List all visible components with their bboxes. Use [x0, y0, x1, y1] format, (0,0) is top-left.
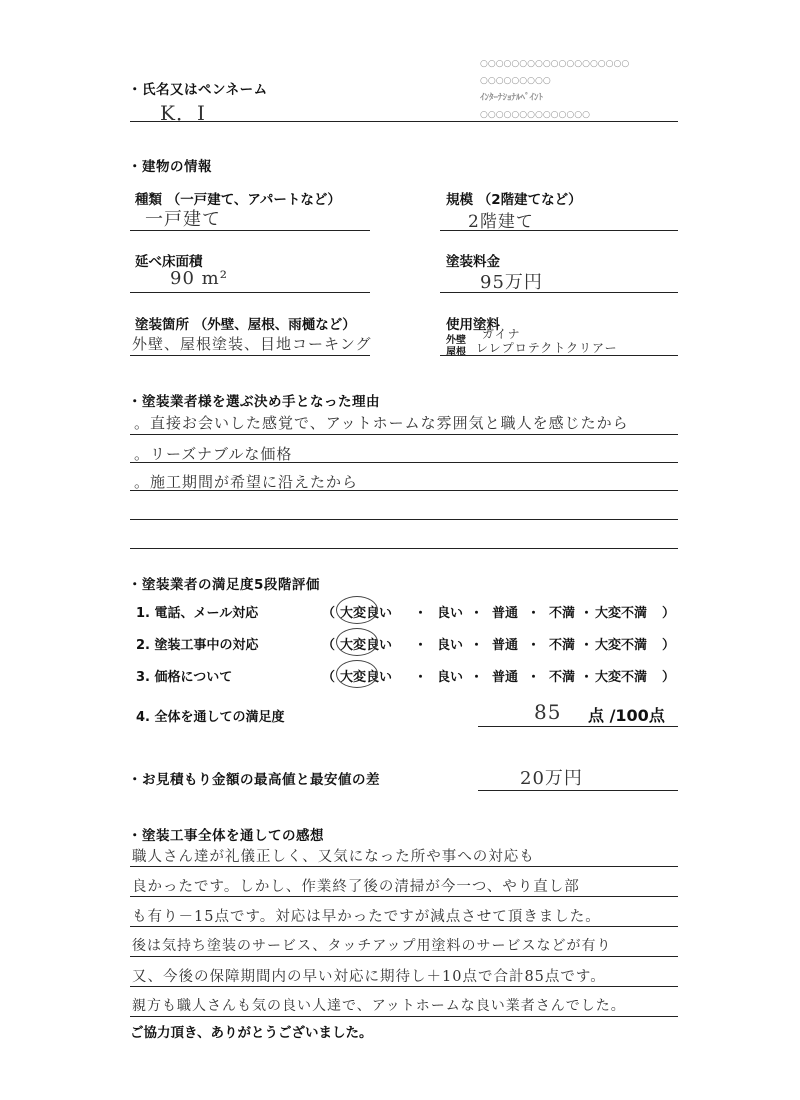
overall-suffix: 点 /100点 [588, 706, 665, 725]
rating-item-label: 2. 塗装工事中の対応 [136, 638, 259, 653]
scale-underline [440, 230, 678, 231]
stamp-line: ｲﾝﾀｰﾅｼｮﾅﾙﾍﾟｲﾝﾄ [480, 93, 544, 103]
reason-underline [130, 434, 678, 435]
impression-line: 良かったです。しかし、作業終了後の清掃が今一つ、やり直し部 [132, 879, 580, 895]
type-value: 一戸建て [145, 209, 221, 230]
impression-underline [130, 986, 678, 987]
rating-option[interactable]: 良い [437, 638, 464, 653]
impression-line: 親方も職人さんも気の良い人達で、アットホームな良い業者さんでした。 [132, 998, 626, 1014]
parts-underline [130, 355, 370, 356]
paint-label: 使用塗料 [446, 317, 500, 333]
reason-underline [130, 519, 678, 520]
reason-underline [130, 462, 678, 463]
type-underline [130, 230, 370, 231]
price-underline [440, 292, 678, 293]
paint-roof-label: 屋根 [446, 347, 466, 358]
impression-line: 後は気持ち塗装のサービス、タッチアップ用塗料のサービスなどが有り [132, 938, 612, 954]
parts-label: 塗装箇所 （外壁、屋根、雨樋など） [135, 317, 356, 333]
area-label: 延べ床面積 [135, 254, 203, 270]
overall-value: 85 [534, 700, 562, 724]
rating-separator: ・ [470, 638, 484, 653]
price-value: 95万円 [480, 272, 543, 293]
reason-line: 。直接お会いした感覚で、アットホームな雰囲気と職人を感じたから [134, 414, 629, 432]
rating-separator: ・ [527, 638, 541, 653]
impression-underline [130, 1016, 678, 1017]
impression-line: 又、今後の保障期間内の早い対応に期待し＋10点で合計85点です。 [132, 969, 606, 985]
reason-underline [130, 548, 678, 549]
rating-separator: ・ [527, 670, 541, 685]
impression-underline [130, 896, 678, 897]
rating-separator: ・ [580, 638, 594, 653]
estimate-underline [478, 790, 678, 791]
paint-roof-value: レレプロテクトクリアー [476, 341, 618, 355]
rating-item-label: 1. 電話、メール対応 [136, 606, 259, 621]
paren-open: （ [322, 606, 336, 621]
name-heading: ・氏名又はペンネーム [128, 82, 268, 98]
scale-label: 規模 （2階建てなど） [446, 192, 582, 208]
parts-value: 外壁、屋根塗装、目地コーキング [132, 335, 372, 353]
impression-line: も有り－15点です。対応は早かったですが減点させて頂きました。 [132, 909, 601, 925]
impression-underline [130, 956, 678, 957]
scale-value: 2階建て [468, 212, 534, 232]
rating-heading: ・塗装業者の満足度5段階評価 [128, 577, 320, 593]
company-stamp [480, 56, 640, 124]
impression-underline [130, 926, 678, 927]
overall-underline [478, 726, 678, 727]
stamp-line: ○○○○○○○○○○○○○○○○○○○ [480, 59, 630, 69]
rating-option[interactable]: 良い [437, 670, 464, 685]
impression-underline [130, 866, 678, 867]
rating-option[interactable]: 良い [437, 606, 464, 621]
selection-circle-mark [336, 628, 378, 656]
name-underline [130, 121, 678, 122]
area-value: 90 m² [170, 268, 228, 289]
building-heading: ・建物の情報 [128, 159, 212, 175]
rating-option[interactable]: 大変不満 [595, 606, 648, 621]
reason-heading: ・塗装業者様を選ぶ決め手となった理由 [128, 394, 380, 410]
paint-wall-value: ガイナ [482, 327, 521, 341]
rating-separator: ・ [414, 670, 428, 685]
rating-separator: ・ [470, 670, 484, 685]
rating-item-label: 3. 価格について [136, 670, 233, 685]
rating-separator: ・ [580, 606, 594, 621]
rating-separator: ・ [527, 606, 541, 621]
overall-label: 4. 全体を通しての満足度 [136, 710, 285, 725]
rating-option[interactable]: 大変良い [340, 606, 393, 621]
rating-option[interactable]: 不満 [549, 670, 576, 685]
stamp-line: ○○○○○○○○○○○○○○ [480, 110, 590, 120]
closing-text: ご協力頂き、ありがとうございました。 [130, 1025, 373, 1041]
rating-option[interactable]: 普通 [492, 638, 519, 653]
name-value: K．I [160, 101, 206, 125]
reason-underline [130, 490, 678, 491]
type-label: 種類 （一戸建て、アパートなど） [135, 192, 341, 208]
rating-option[interactable]: 大変不満 [595, 638, 648, 653]
rating-option[interactable]: 普通 [492, 670, 519, 685]
paren-open: （ [322, 638, 336, 653]
paren-close: ） [662, 638, 676, 653]
paren-open: （ [322, 670, 336, 685]
rating-option[interactable]: 普通 [492, 606, 519, 621]
rating-separator: ・ [580, 670, 594, 685]
estimate-value: 20万円 [520, 768, 583, 789]
impression-line: 職人さん達が礼儀正しく、又気になった所や事への対応も [132, 849, 535, 865]
rating-option[interactable]: 大変良い [340, 670, 393, 685]
stamp-line: ○○○○○○○○○ [480, 76, 551, 86]
paint-wall-label: 外壁 [446, 335, 466, 346]
paren-close: ） [662, 606, 676, 621]
rating-separator: ・ [414, 606, 428, 621]
rating-option[interactable]: 不満 [549, 606, 576, 621]
selection-circle-mark [336, 596, 378, 624]
reason-line: 。施工期間が希望に沿えたから [134, 473, 359, 491]
reason-line: 。リーズナブルな価格 [134, 445, 293, 463]
paint-underline [440, 355, 678, 356]
rating-separator: ・ [414, 638, 428, 653]
rating-option[interactable]: 大変良い [340, 638, 393, 653]
rating-separator: ・ [470, 606, 484, 621]
estimate-heading: ・お見積もり金額の最高値と最安値の差 [128, 772, 380, 788]
paren-close: ） [662, 670, 676, 685]
impression-heading: ・塗装工事全体を通しての感想 [128, 828, 324, 844]
selection-circle-mark [336, 660, 378, 688]
rating-option[interactable]: 大変不満 [595, 670, 648, 685]
price-label: 塗装料金 [446, 254, 500, 270]
rating-option[interactable]: 不満 [549, 638, 576, 653]
area-underline [130, 292, 370, 293]
